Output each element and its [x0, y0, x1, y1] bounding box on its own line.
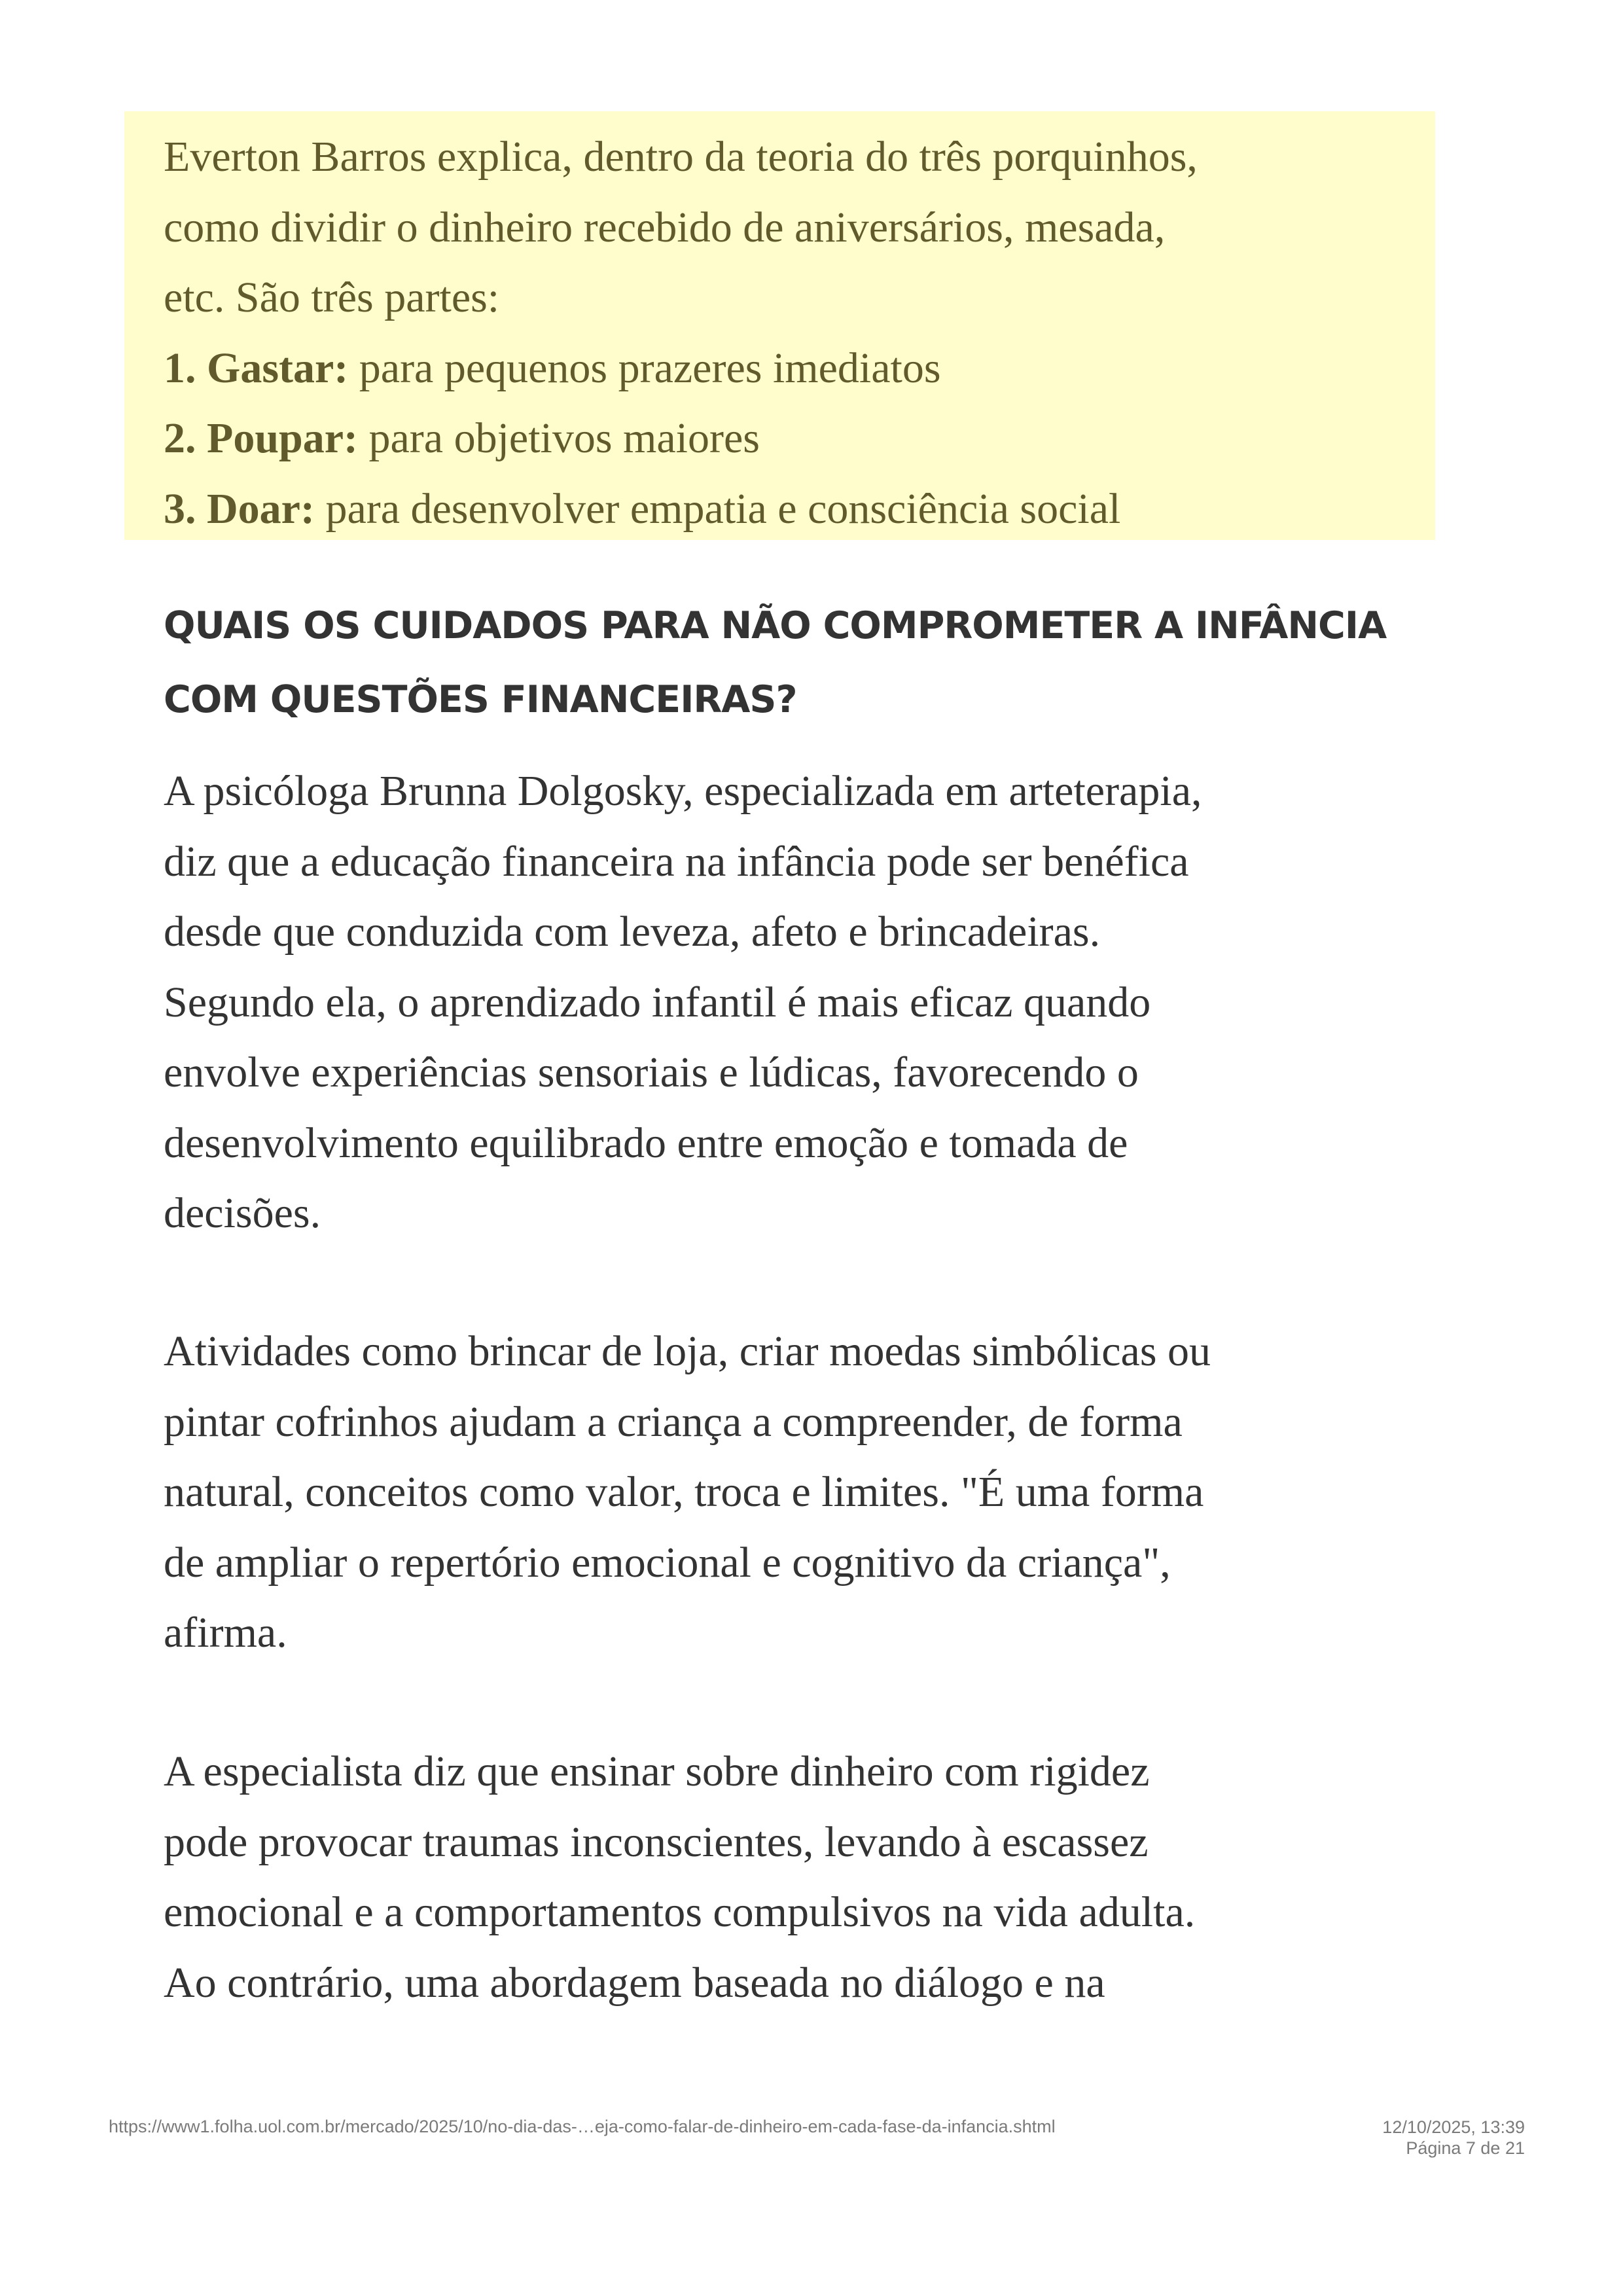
list-item-text: para objetivos maiores	[358, 414, 760, 462]
list-item-text: para desenvolver empatia e consciência social	[314, 484, 1121, 533]
paragraph-line: decisões.	[164, 1189, 321, 1237]
paragraph-line: A especialista diz que ensinar sobre dinheiro com rigidez	[164, 1748, 1150, 1795]
callout-text	[164, 122, 1198, 544]
paragraph-line: desde que conduzida com leveza, afeto e brincadeiras.	[164, 908, 1101, 956]
list-item-poupar	[164, 403, 1198, 474]
paragraph-line: natural, conceitos como valor, troca e limites. "É uma forma	[164, 1468, 1204, 1516]
highlighted-callout	[124, 111, 1435, 540]
footer-meta	[1382, 2117, 1525, 2159]
footer-url: https://www1.folha.uol.com.br/mercado/2025/10/no-dia-das-…eja-como-falar-de-dinheiro-em-cada-fase-da-infancia.shtml	[109, 2117, 1056, 2136]
list-item-gastar	[164, 333, 1198, 404]
list-item-label: 1. Gastar:	[164, 344, 349, 392]
paragraph-line: A psicóloga Brunna Dolgosky, especializada em arteterapia,	[164, 767, 1202, 815]
paragraph-specialist	[164, 1736, 1195, 2018]
list-item-text: para pequenos prazeres imediatos	[348, 344, 941, 392]
footer-page-number: Página 7 de 21	[1406, 2138, 1525, 2158]
callout-line: como dividir o dinheiro recebido de aniversários, mesada,	[164, 203, 1166, 251]
paragraph-line: diz que a educação financeira na infância pode ser benéfica	[164, 837, 1189, 886]
heading-line: QUAIS OS CUIDADOS PARA NÃO COMPROMETER A INFÂNCIA	[164, 604, 1387, 647]
callout-line: etc. São três partes:	[164, 274, 500, 321]
footer-datetime: 12/10/2025, 13:39	[1382, 2117, 1525, 2137]
paragraph-line: de ampliar o repertório emocional e cognitivo da criança",	[164, 1538, 1171, 1587]
paragraph-activities	[164, 1316, 1211, 1668]
paragraph-line: pintar cofrinhos ajudam a criança a compreender, de forma	[164, 1397, 1183, 1446]
paragraph-line: afirma.	[164, 1609, 287, 1657]
paragraph-line: Ao contrário, uma abordagem baseada no diálogo e na	[164, 1958, 1105, 2007]
callout-line: Everton Barros explica, dentro da teoria do três porquinhos,	[164, 133, 1198, 181]
paragraph-line: envolve experiências sensoriais e lúdicas, favorecendo o	[164, 1049, 1139, 1096]
paragraph-line: desenvolvimento equilibrado entre emoção e tomada de	[164, 1119, 1128, 1167]
paragraph-line: pode provocar traumas inconscientes, levando à escassez	[164, 1818, 1149, 1866]
section-heading	[164, 589, 1386, 737]
paragraph-line: Segundo ela, o aprendizado infantil é mais eficaz quando	[164, 978, 1151, 1026]
list-item-label: 2. Poupar:	[164, 414, 358, 462]
list-item-label: 3. Doar:	[164, 484, 315, 533]
paragraph-line: emocional e a comportamentos compulsivos na vida adulta.	[164, 1888, 1196, 1936]
list-item-doar	[164, 474, 1198, 545]
paragraph-line: Atividades como brincar de loja, criar moedas simbólicas ou	[164, 1327, 1211, 1375]
paragraph-psychologist	[164, 756, 1202, 1249]
heading-line: COM QUESTÕES FINANCEIRAS?	[164, 678, 797, 721]
